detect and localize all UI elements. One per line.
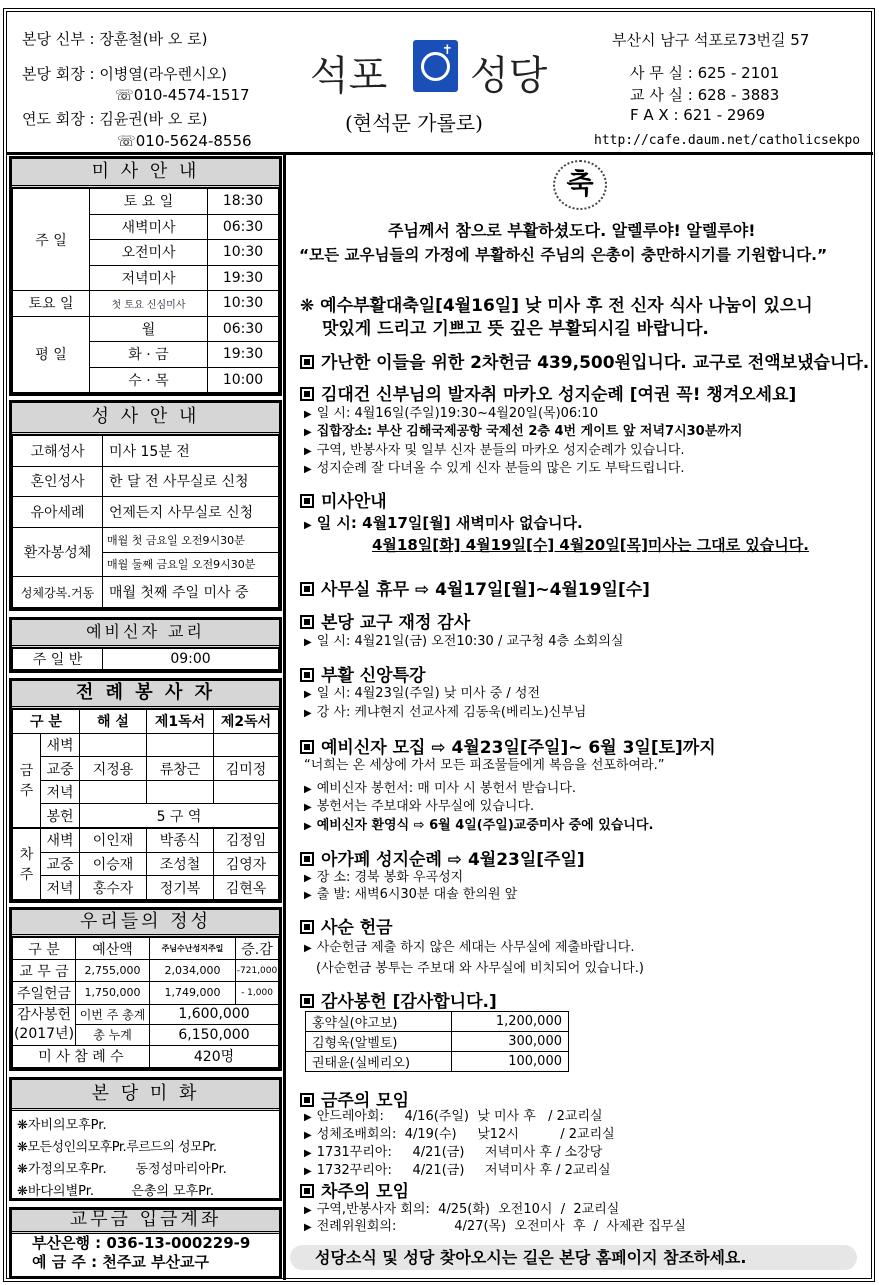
sunday-label: 주 일 [13,189,90,291]
triangle-bullet-icon: ▶ [304,821,312,832]
attendance-label: 미 사 참 례 수 [13,1045,150,1067]
amount: 100,000 [452,1052,569,1072]
church-logo: ✝ [413,40,458,92]
catechumen-line: ▶ 예비신자 봉헌서: 매 미사 시 봉헌서 받습니다. [304,781,577,796]
server [80,733,147,757]
church-name-2: 성당 [470,53,548,99]
lecture-line: ▶ 일 시: 4월23일(주일) 낮 미사 중 / 성전 [304,686,541,701]
col-header: 구 분 [13,938,76,960]
triangle-bullet-icon: ▶ [304,520,312,531]
office-phone: 사 무 실 : 625 - 2101 [630,64,780,82]
mass-name: 월 [90,316,208,342]
change: -721,000 [236,960,279,982]
col-header: 제2독서 [214,710,279,734]
square-bullet-icon [300,615,314,629]
church-name-1: 석포 [310,53,388,99]
mass-time: 19:30 [208,342,279,368]
flower-line: ❋자비의모후Pr. [17,1118,107,1133]
sacrament-info: 언제든지 사무실로 신청 [103,497,279,528]
square-bullet-icon [300,494,314,508]
mass-name: 화 · 금 [90,342,208,368]
col-header: 해 설 [80,710,147,734]
server: 박종식 [147,828,214,852]
col-header: 증.감 [236,938,279,960]
offerings [9,907,282,1071]
mass-title: 미 사 안 내 [12,159,279,188]
mass-time: 10:00 [208,367,279,393]
col-header: 예산액 [76,938,150,960]
macau-line: ▶ 구역, 반봉사자 및 일부 신자 분들의 마카오 성지순례가 있습니다. [304,443,685,458]
server [147,733,214,757]
offerings-title: 우리들의 정성 [12,910,279,937]
mass-schedule [9,156,282,396]
catechumen-line: ▶ 예비신자 환영식 ⇨ 6월 4일(주일)교중미사 중에 있습니다. [304,818,654,833]
server: 홍수자 [80,876,147,900]
sacrament-name: 고해성사 [13,436,103,467]
address: 부산시 남구 석포로73번길 57 [612,31,810,49]
donor: 김형욱(알벨토) [306,1032,452,1052]
server [80,780,147,804]
macau-heading: 김대건 신부님의 발자취 마카오 성지순례 [여권 꼭! 챙겨오세요] [300,380,796,405]
mass-slot: 교중 [41,852,80,876]
triangle-bullet-icon: ▶ [304,1166,312,1177]
thanks-table [305,1011,569,1072]
mass-name: 수 · 목 [90,367,208,393]
meeting-line: ▶ 안드레아회: 4/16(주일) 낮 미사 후 / 2교리실 [304,1109,603,1124]
square-bullet-icon [300,582,314,596]
triangle-bullet-icon: ▶ [304,1130,312,1141]
mass-time: 18:30 [208,189,279,215]
celebration-emblem: 축 [553,160,607,210]
sacrament-name: 환자봉성체 [13,527,103,577]
lecture-line: ▶ 강 사: 케냐현지 선교사제 김동욱(베리노)신부님 [304,705,587,720]
agape-line: ▶ 출 발: 새벽6시30분 대솔 한의원 앞 [304,887,518,902]
mass-time: 06:30 [208,214,279,240]
audit-heading: 본당 교구 재정 감사 [300,608,470,633]
triangle-bullet-icon: ▶ [304,427,312,438]
thanks-heading: 감사봉헌 [감사합니다.] [300,987,497,1012]
audit-line: ▶ 일 시: 4월21일(금) 오전10:30 / 교구청 4층 소회의실 [304,634,624,649]
teacher-room-phone: 교 사 실 : 628 - 3883 [630,86,780,104]
catechism-time: 09:00 [103,649,279,670]
triangle-bullet-icon: ▶ [304,464,312,475]
square-bullet-icon [300,668,314,682]
flower-line: ❋바다의별Pr. 은총의 모후Pr. [17,1184,215,1199]
sacrament-name: 혼인성사 [13,466,103,497]
triangle-bullet-icon: ▶ [304,1205,312,1216]
agape-line: ▶ 장 소: 경북 봉화 우곡성지 [304,870,464,885]
year-president-phone: ☏010-5624-8556 [117,132,252,150]
macau-line: ▶ 일 시: 4월16일(주일)19:30~4월20일(목)06:10 [304,406,599,421]
server: 이인재 [80,828,147,852]
mass-slot: 저녁 [41,876,80,900]
square-bullet-icon [300,920,314,934]
this-week-meetings-heading: 금주의 모임 [300,1086,409,1111]
catechumen-quote: “너희는 온 세상에 가서 모든 피조물들에게 복음을 선포하여라.” [304,758,665,773]
catechism-title: 예비신자 교리 [12,620,279,648]
lent-line: (사순헌금 봉투는 주보대 와 사무실에 비치되어 있습니다.) [316,961,644,976]
triangle-bullet-icon: ▶ [304,943,312,954]
next-week-label: 차 주 [13,828,41,899]
square-bullet-icon [300,1184,314,1198]
mass-slot: 봉헌 [41,804,80,828]
lent-line: ▶ 사순헌금 제출 하지 않은 세대는 사무실에 제출바랍니다. [304,940,635,955]
account-holder: 예 금 주 : 천주교 부산교구 [32,1253,210,1271]
server: 조성철 [147,852,214,876]
server: 김영자 [214,852,279,876]
fax: F A X : 621 - 2969 [630,106,766,124]
offering-group: 5 구 역 [80,804,279,828]
sacraments [9,400,282,611]
change: - 1,000 [236,982,279,1004]
church-subtitle: (현석문 가롤로) [345,111,483,135]
thanks-label: 감사봉헌 (2017년) [13,1004,76,1045]
easter-note-2: 맛있게 드리고 기쁘고 뜻 깊은 부활되시길 바랍니다. [322,319,709,339]
weekday-label: 평 일 [13,316,90,393]
col-header: 구 분 [13,710,80,734]
server [214,733,279,757]
easter-wish: “모든 교우님들의 가정에 부활하신 주님의 은총이 충만하시기를 기원합니다.” [299,246,828,264]
catechism [9,617,282,673]
catechumen-heading: 예비신자 모집 ⇨ 4월23일[주일]~ 6월 3일[토]까지 [300,733,716,758]
column-divider [283,153,286,1280]
mass-slot: 새벽 [41,828,80,852]
mass-name: 첫 토요 신심미사 [90,291,208,317]
liturgy-title: 전 례 봉 사 자 [12,681,279,709]
mass-name: 저녁미사 [90,265,208,291]
meeting-line: ▶ 성체조배회의: 4/19(수) 낮12시 / 2교리실 [304,1127,615,1142]
col-header: 제1독서 [147,710,214,734]
meeting-line: ▶ 전례위원회의: 4/27(목) 오전미사 후 / 사제관 집무실 [304,1219,686,1234]
this-week-label: 금 주 [13,733,41,828]
square-bullet-icon [300,994,314,1008]
server: 김정임 [214,828,279,852]
triangle-bullet-icon: ▶ [304,802,312,813]
mass-notice-heading: 미사안내 [300,487,387,512]
server: 지정용 [80,757,147,781]
macau-line: ▶ 성지순례 잘 다녀올 수 있게 신자 분들의 많은 기도 부탁드립니다. [304,461,685,476]
mass-time: 10:30 [208,240,279,266]
server: 정기복 [147,876,214,900]
sacrament-info: 매월 둘째 금요일 오전9시30분 [103,552,279,577]
triangle-bullet-icon: ▶ [304,689,312,700]
triangle-bullet-icon: ▶ [304,1222,312,1233]
sacrament-name: 성체강복.거동 [13,577,103,608]
pastor: 본당 신부 : 장훈철(바 오 로) [22,30,208,48]
amount: 300,000 [452,1032,569,1052]
flower-line: ❋가정의모후Pr. 동정성마리아Pr. [17,1162,227,1177]
server: 김현옥 [214,876,279,900]
saturday-label: 토요 일 [13,291,90,317]
sacrament-info: 매월 첫째 주일 미사 중 [103,577,279,608]
sacrament-name: 유아세례 [13,497,103,528]
triangle-bullet-icon: ▶ [304,409,312,420]
triangle-bullet-icon: ▶ [304,708,312,719]
this-week-total: 1,600,000 [150,1004,279,1025]
attendance-value: 420명 [150,1045,279,1067]
year-president: 연도 회장 : 김윤권(바 오 로) [22,110,208,128]
row-label: 교 무 금 [13,960,76,982]
amount: 1,200,000 [452,1012,569,1032]
mass-time: 06:30 [208,316,279,342]
donor: 홍약실(야고보) [306,1012,452,1032]
col-header: 주님수난성지주일 [150,938,236,960]
triangle-bullet-icon: ▶ [304,1148,312,1159]
bank-account: 부산은행 : 036-13-000229-9 [32,1234,251,1252]
triangle-bullet-icon: ▶ [304,446,312,457]
sacraments-title: 성 사 안 내 [12,403,279,435]
lent-heading: 사순 헌금 [300,913,393,938]
triangle-bullet-icon: ▶ [304,873,312,884]
flower-line: ❋모든성인의모후Pr.루르드의 성모Pr. [17,1140,217,1155]
mass-name: 오전미사 [90,240,208,266]
sacrament-info: 매월 첫 금요일 오전9시30분 [103,527,279,552]
meeting-line: ▶ 1732꾸리아: 4/21(금) 저녁미사 후 / 2교리실 [304,1163,611,1178]
triangle-bullet-icon: ▶ [304,637,312,648]
triangle-bullet-icon: ▶ [304,1112,312,1123]
square-bullet-icon [300,740,314,754]
mass-slot: 새벽 [41,733,80,757]
second-collection: 가난한 이들을 위한 2차헌금 439,500원입니다. 교구로 전액보냈습니다. [300,348,869,373]
server [214,780,279,804]
sacrament-info: 미사 15분 전 [103,436,279,467]
account-box [9,1207,282,1279]
budget: 1,750,000 [76,982,150,1004]
meeting-line: ▶ 1731꾸리아: 4/21(금) 저녁미사 후 / 소강당 [304,1145,603,1160]
mass-time: 10:30 [208,291,279,317]
triangle-bullet-icon: ▶ [304,784,312,795]
sacrament-info: 한 달 전 사무실로 신청 [103,466,279,497]
cafe-link[interactable]: http://cafe.daum.net/catholicsekpo [594,133,861,148]
server [147,780,214,804]
mass-time: 19:30 [208,265,279,291]
server: 이승재 [80,852,147,876]
triangle-bullet-icon: ▶ [304,890,312,901]
easter-note-1: ❋ 예수부활대축일[4월16일] 낮 미사 후 전 신자 식사 나눔이 있으니 [300,296,813,316]
square-bullet-icon [300,355,314,369]
account-title: 교무금 입금계좌 [12,1210,279,1234]
server: 김미정 [214,757,279,781]
budget: 2,755,000 [76,960,150,982]
president-phone: ☏010-4574-1517 [115,86,250,104]
mass-slot: 교중 [41,757,80,781]
mass-name: 토 요 일 [90,189,208,215]
agape-heading: 아가페 성지순례 ⇨ 4월23일[주일] [300,845,585,870]
catechumen-line: ▶ 봉헌서는 주보대와 사무실에 있습니다. [304,799,535,814]
mass-notice-line: 4월18일[화] 4월19일[수] 4월20일[목]미사는 그대로 있습니다. [372,536,809,554]
this-week-total-label: 이번 주 총계 [76,1004,150,1025]
catechism-label: 주 일 반 [13,649,103,670]
easter-greeting: 주님께서 참으로 부활하셨도다. 알렐루야! 알렐루야! [388,221,756,240]
square-bullet-icon [300,387,314,401]
row-label: 주일헌금 [13,982,76,1004]
footer-banner: 성당소식 및 성당 찾아오시는 길은 본당 홈페이지 참조하세요. [290,1245,857,1270]
lecture-heading: 부활 신앙특강 [300,661,425,686]
meeting-line: ▶ 구역,반봉사자 회의: 4/25(화) 오전10시 / 2교리실 [304,1202,620,1217]
macau-line: ▶ 집합장소: 부산 김해국제공항 국제선 2층 4번 게이트 앞 저녁7시30분까지 [304,424,743,439]
actual: 1,749,000 [150,982,236,1004]
mass-notice-line: ▶ 일 시: 4월17일[월] 새벽미사 없습니다. [304,514,583,532]
donor: 권태윤(실베리오) [306,1052,452,1072]
cumulative-label: 총 누계 [76,1025,150,1046]
flower-arrangement [9,1077,282,1201]
next-week-meetings-heading: 차주의 모임 [300,1177,409,1202]
actual: 2,034,000 [150,960,236,982]
server: 류창근 [147,757,214,781]
flowers-title: 본 당 미 화 [12,1080,279,1111]
mass-slot: 저녁 [41,780,80,804]
mass-name: 새벽미사 [90,214,208,240]
square-bullet-icon [300,852,314,866]
liturgy-servers [9,678,282,903]
cumulative-total: 6,150,000 [150,1025,279,1046]
office-closed: 사무실 휴무 ⇨ 4월17일[월]~4월19일[수] [300,575,650,600]
president: 본당 회장 : 이병열(라우렌시오) [22,65,227,83]
